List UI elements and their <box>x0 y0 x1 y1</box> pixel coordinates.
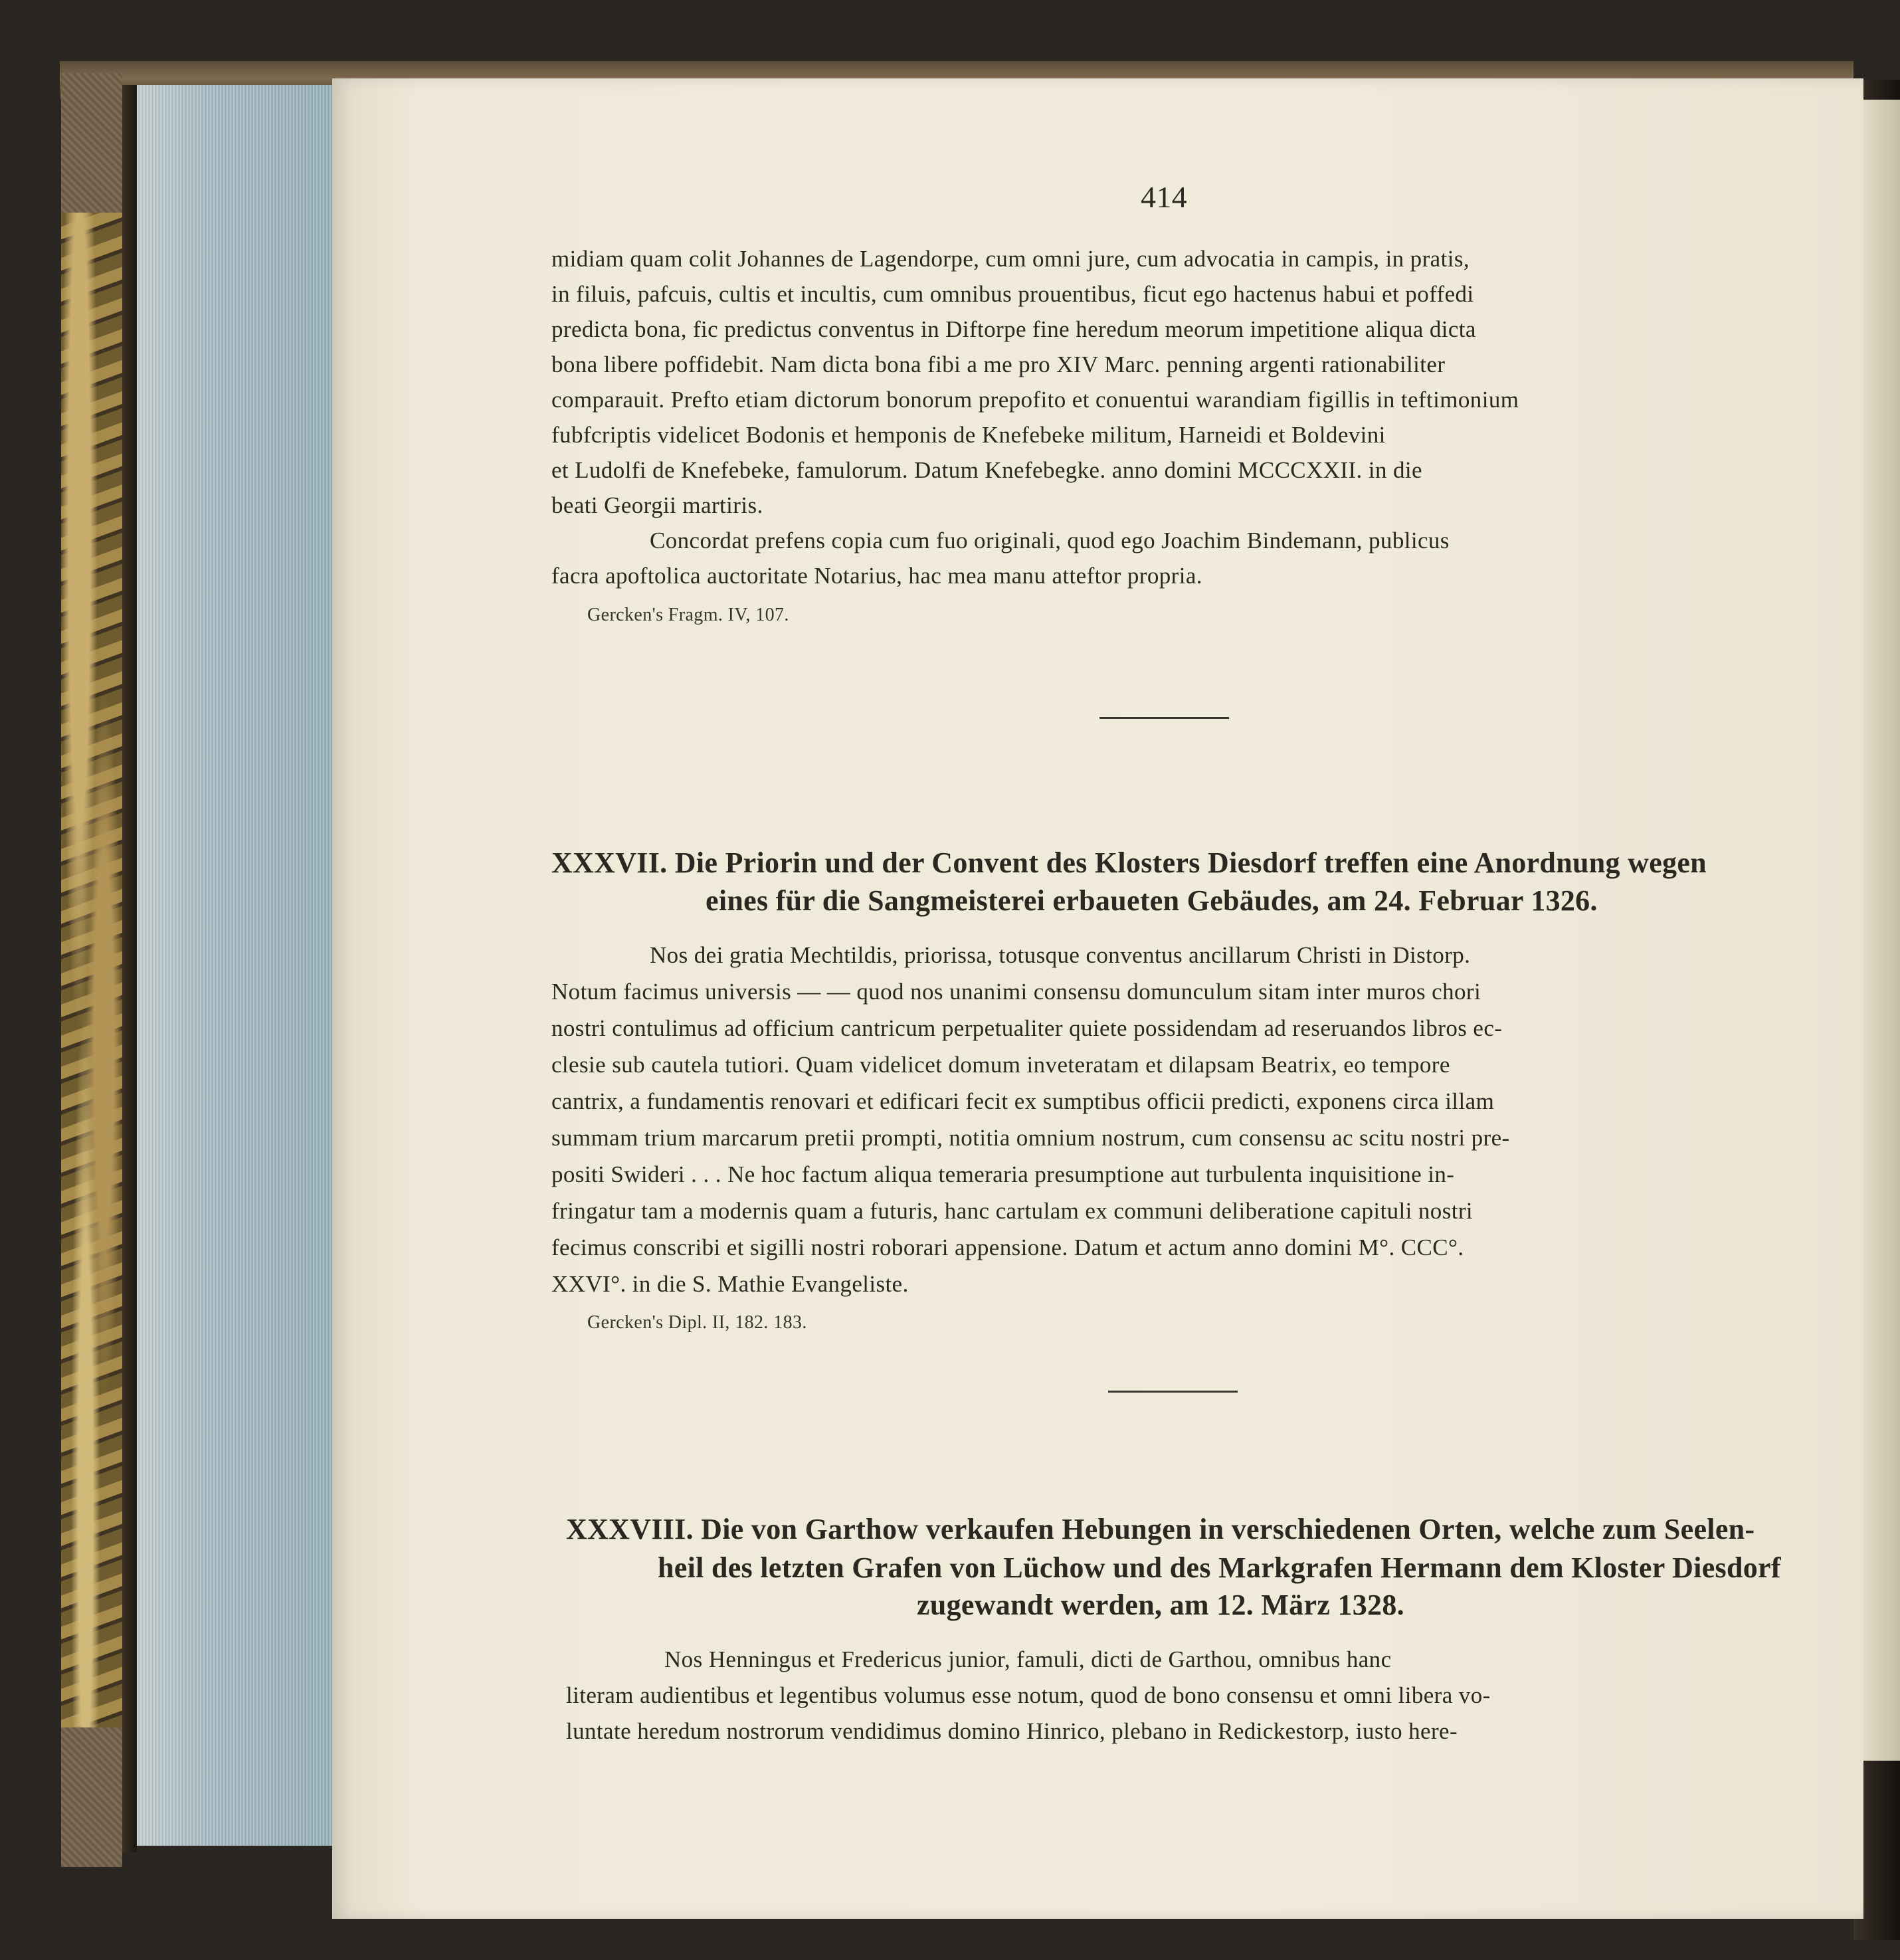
text-line: positi Swideri . . . Ne hoc factum aliqua temeraria presumptione aut turbulenta inquisitione in- <box>551 1161 1455 1187</box>
section-heading: XXXVIII. Die von Garthow verkaufen Hebungen in verschiedenen Orten, welche zum Seelen- <box>566 1513 1755 1545</box>
page-number: 414 <box>1141 180 1188 214</box>
facing-page-edge <box>1860 100 1900 1761</box>
text-line: midiam quam colit Johannes de Lagendorpe, cum omni jure, cum advocatia in campis, in pratis, <box>551 246 1470 272</box>
text-line: fringatur tam a modernis quam a futuris, hanc cartulam ex communi deliberatione capituli nostri <box>551 1198 1473 1224</box>
section-heading: zugewandt werden, am 12. März 1328. <box>917 1589 1404 1621</box>
text-line: XXVI°. in die S. Mathie Evangeliste. <box>551 1271 909 1297</box>
text-line: et Ludolfi de Knefebeke, famulorum. Datum Knefebegke. anno domini MCCCXXII. in die <box>551 457 1422 483</box>
text-line: nostri contulimus ad officium cantricum perpetualiter quiete possidendam ad reseruandos libros ec- <box>551 1015 1503 1041</box>
text-line: clesie sub cautela tutiori. Quam videlicet domum inveteratam et dilapsam Beatrix, eo tempore <box>551 1052 1450 1078</box>
section-heading: XXXVII. Die Priorin und der Convent des Klosters Diesdorf treffen eine Anordnung wegen <box>551 846 1707 879</box>
text-line: cantrix, a fundamentis renovari et edificari fecit ex sumptibus officii predicti, exponens circa illam <box>551 1088 1495 1114</box>
text-line: in filuis, pafcuis, cultis et incultis, cum omnibus prouentibus, ficut ego hactenus habui et poffedi <box>551 281 1474 307</box>
text-line: Nos Henningus et Fredericus junior, famuli, dicti de Garthou, omnibus hanc <box>664 1646 1392 1672</box>
text-line: Nos dei gratia Mechtildis, priorissa, totusque conventus ancillarum Christi in Distorp. <box>650 942 1471 968</box>
text-line: Concordat prefens copia cum fuo originali, quod ego Joachim Bindemann, publicus <box>650 528 1450 553</box>
section-heading: eines für die Sangmeisterei erbaueten Gebäudes, am 24. Februar 1326. <box>706 884 1598 917</box>
text-line: comparauit. Prefto etiam dictorum bonorum prepofito et conuentui warandiam figillis in teftimonium <box>551 387 1519 413</box>
marbled-board <box>61 213 122 1727</box>
text-line: Notum facimus universis — — quod nos unanimi consensu domunculum sitam inter muros chori <box>551 979 1481 1005</box>
text-line: bona libere poffidebit. Nam dicta bona fibi a me pro XIV Marc. penning argenti rationabiliter <box>551 351 1446 377</box>
section-heading: heil des letzten Grafen von Lüchow und des Markgrafen Hermann dem Kloster Diesdorf <box>658 1551 1781 1584</box>
cover-edge <box>122 85 137 1852</box>
text-line: literam audientibus et legentibus volumus esse notum, quod de bono consensu et omni libera vo- <box>566 1682 1491 1708</box>
page-edges <box>137 85 336 1846</box>
book-page <box>332 78 1863 1919</box>
text-line: summam trium marcarum pretii prompti, notitia omnium nostrum, cum consensu ac scitu nostri pre- <box>551 1125 1510 1151</box>
text-line: predicta bona, fic predictus conventus in Diftorpe fine heredum meorum impetitione aliqua dicta <box>551 316 1476 342</box>
source-citation: Gercken's Fragm. IV, 107. <box>587 605 789 625</box>
source-citation: Gercken's Dipl. II, 182. 183. <box>587 1312 807 1333</box>
text-line: facra apoftolica auctoritate Notarius, hac mea manu atteftor propria. <box>551 563 1202 589</box>
section-divider <box>1108 1391 1238 1393</box>
text-line: beati Georgii martiris. <box>551 492 763 518</box>
section-divider <box>1099 717 1229 719</box>
text-line: luntate heredum nostrorum vendidimus domino Hinrico, plebano in Redickestorp, iusto here- <box>566 1718 1458 1744</box>
text-line: fecimus conscribi et sigilli nostri roborari appensione. Datum et actum anno domini M°. CCC°. <box>551 1234 1464 1260</box>
text-line: fubfcriptis videlicet Bodonis et hemponis de Knefebeke militum, Harneidi et Boldevini <box>551 422 1386 448</box>
